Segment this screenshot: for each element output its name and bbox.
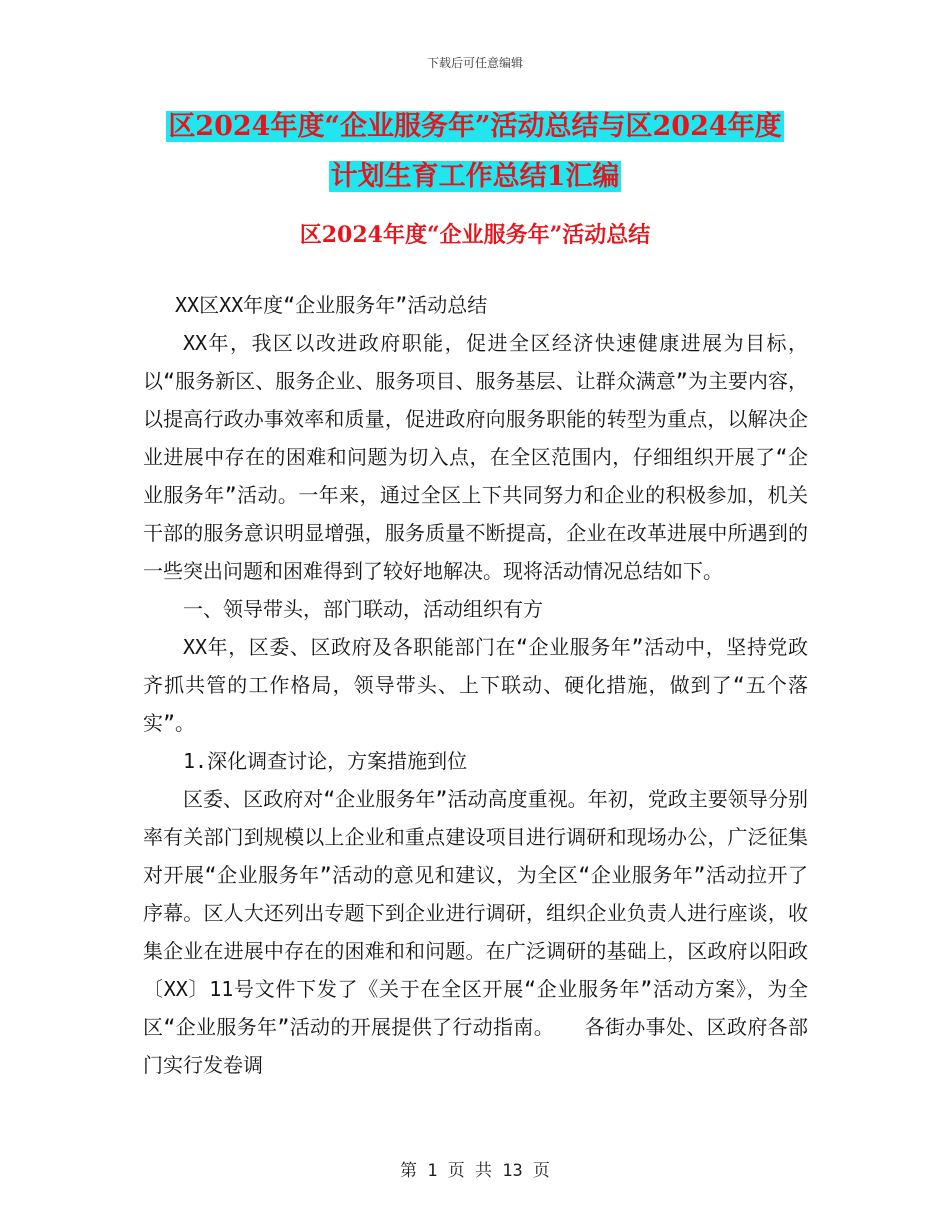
paragraph-research: 区委、区政府对“企业服务年”活动高度重视。年初，党政主要领导分别率有关部门到规模以上企业和重点建设项目进行调研和现场办公，广泛征集对开展“企业服务年”活动的意见和建议，为全区“企业服务年”活动拉开了序幕。区人大还列出专题下到企业进行调研，组织企业负责人进行座谈，收集企业在进展中存在的困难和和问题。在广泛调研的基础上，区政府以阳政〔XX〕11号文件下发了《关于在全区开展“企业服务年”活动方案》，为全区“企业服务年”活动的开展提供了行动指南。 各街办事处、区政府各部门实行发卷调 [143,787,808,1077]
document-title [0,102,950,202]
paragraph-heading-1-1: 1.深化调查讨论，方案措施到位 [183,749,468,773]
section-title: 区2024年度“企业服务年”活动总结 [299,222,651,248]
title-highlight-1: 区2024年度“企业服务年”活动总结与区2024年度 [168,111,782,142]
paragraph-heading-1: 一、领导带头，部门联动，活动组织有方 [183,597,543,621]
document-title-line-2 [0,152,950,202]
page-footer: 第 1 页 共 13 页 [400,1161,550,1181]
header-note: 下载后可任意编辑 [426,56,523,70]
paragraph-subtitle: XX区XX年度“企业服务年”活动总结 [175,293,488,317]
document-title-line-1 [0,102,950,152]
paragraph-leadership: XX年，区委、区政府及各职能部门在“企业服务年”活动中，坚持党政齐抓共管的工作格局，领导带头、上下联动、硬化措施，做到了“五个落实”。 [143,635,808,735]
title-highlight-2: 计划生育工作总结1汇编 [330,161,620,192]
body-text [143,286,808,1084]
paragraph-intro: XX年，我区以改进政府职能，促进全区经济快速健康进展为目标，以“服务新区、服务企业、服务项目、服务基层、让群众满意”为主要内容，以提高行政办事效率和质量，促进政府向服务职能的转型为重点，以解决企业进展中存在的困难和问题为切入点，在全区范围内，仔细组织开展了“企业服务年”活动。一年来，通过全区上下共同努力和企业的积极参加，机关干部的服务意识明显增强，服务质量不断提高，企业在改革进展中所遇到的一些突出问题和困难得到了较好地解决。现将活动情况总结如下。 [143,331,808,583]
